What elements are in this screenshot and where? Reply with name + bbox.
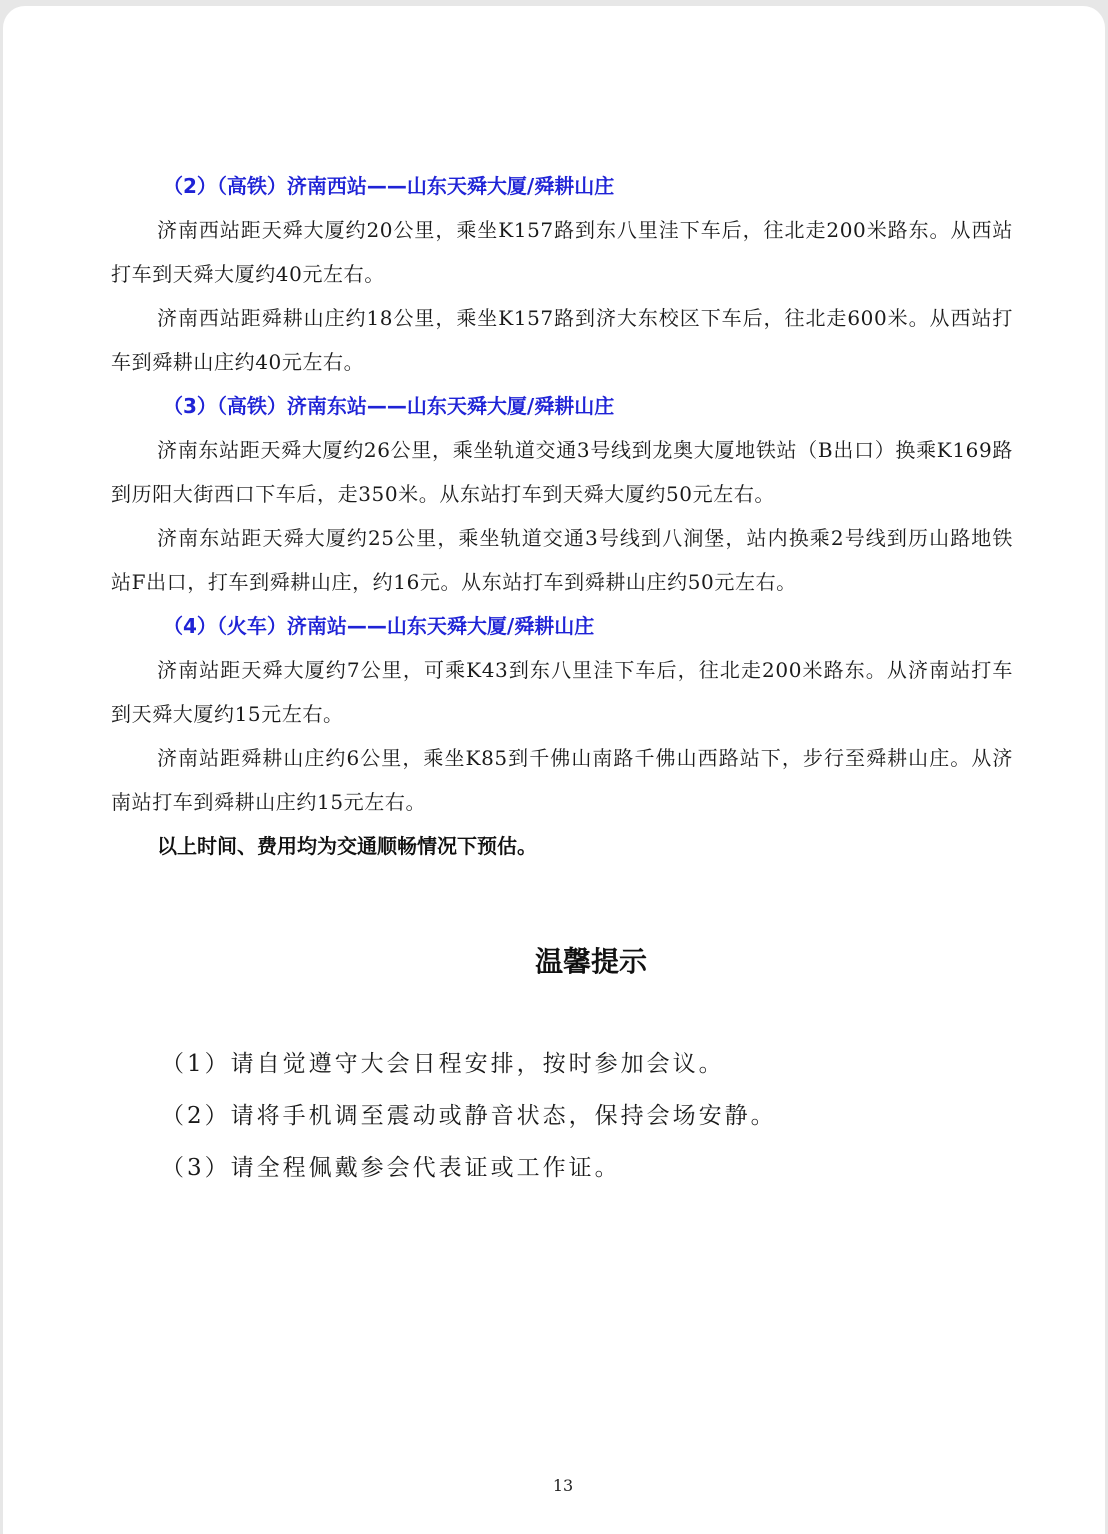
tips-title: 温馨提示 <box>534 945 647 978</box>
section-heading-jinan-station: （4）（火车）济南站——山东天舜大厦/舜耕山庄 <box>163 614 595 638</box>
paragraph: 济南站距天舜大厦约7公里，可乘K43到东八里洼下车后，往北走200米路东。从济南站打车到天舜大厦约15元左右。 <box>111 658 1013 726</box>
paragraph: 济南东站距天舜大厦约25公里，乘坐轨道交通3号线到八涧堡，站内换乘2号线到历山路地铁站F出口，打车到舜耕山庄，约16元。从东站打车到舜耕山庄约50元左右。 <box>111 526 1013 594</box>
tip-item: （3）请全程佩戴参会代表证或工作证。 <box>161 1155 621 1181</box>
document-page <box>3 6 1105 1534</box>
section-heading-west-station: （2）（高铁）济南西站——山东天舜大厦/舜耕山庄 <box>163 174 615 198</box>
paragraph: 济南西站距舜耕山庄约18公里，乘坐K157路到济大东校区下车后，往北走600米。从西站打车到舜耕山庄约40元左右。 <box>111 306 1013 374</box>
paragraph: 济南站距舜耕山庄约6公里，乘坐K85到千佛山南路千佛山西路站下，步行至舜耕山庄。从济南站打车到舜耕山庄约15元左右。 <box>111 746 1013 814</box>
paragraph: 济南东站距天舜大厦约26公里，乘坐轨道交通3号线到龙奥大厦地铁站（B出口）换乘K169路到历阳大街西口下车后，走350米。从东站打车到天舜大厦约50元左右。 <box>111 438 1013 506</box>
estimate-note: 以上时间、费用均为交通顺畅情况下预估。 <box>157 834 537 858</box>
section-heading-east-station: （3）（高铁）济南东站——山东天舜大厦/舜耕山庄 <box>163 394 615 418</box>
paragraph: 济南西站距天舜大厦约20公里，乘坐K157路到东八里洼下车后，往北走200米路东。从西站打车到天舜大厦约40元左右。 <box>111 218 1013 286</box>
page-number: 13 <box>552 1476 574 1495</box>
tip-item: （2）请将手机调至震动或静音状态，保持会场安静。 <box>161 1103 777 1129</box>
tip-item: （1）请自觉遵守大会日程安排，按时参加会议。 <box>161 1051 725 1077</box>
tips-list <box>161 1038 1011 1194</box>
transport-directions <box>111 164 1013 868</box>
